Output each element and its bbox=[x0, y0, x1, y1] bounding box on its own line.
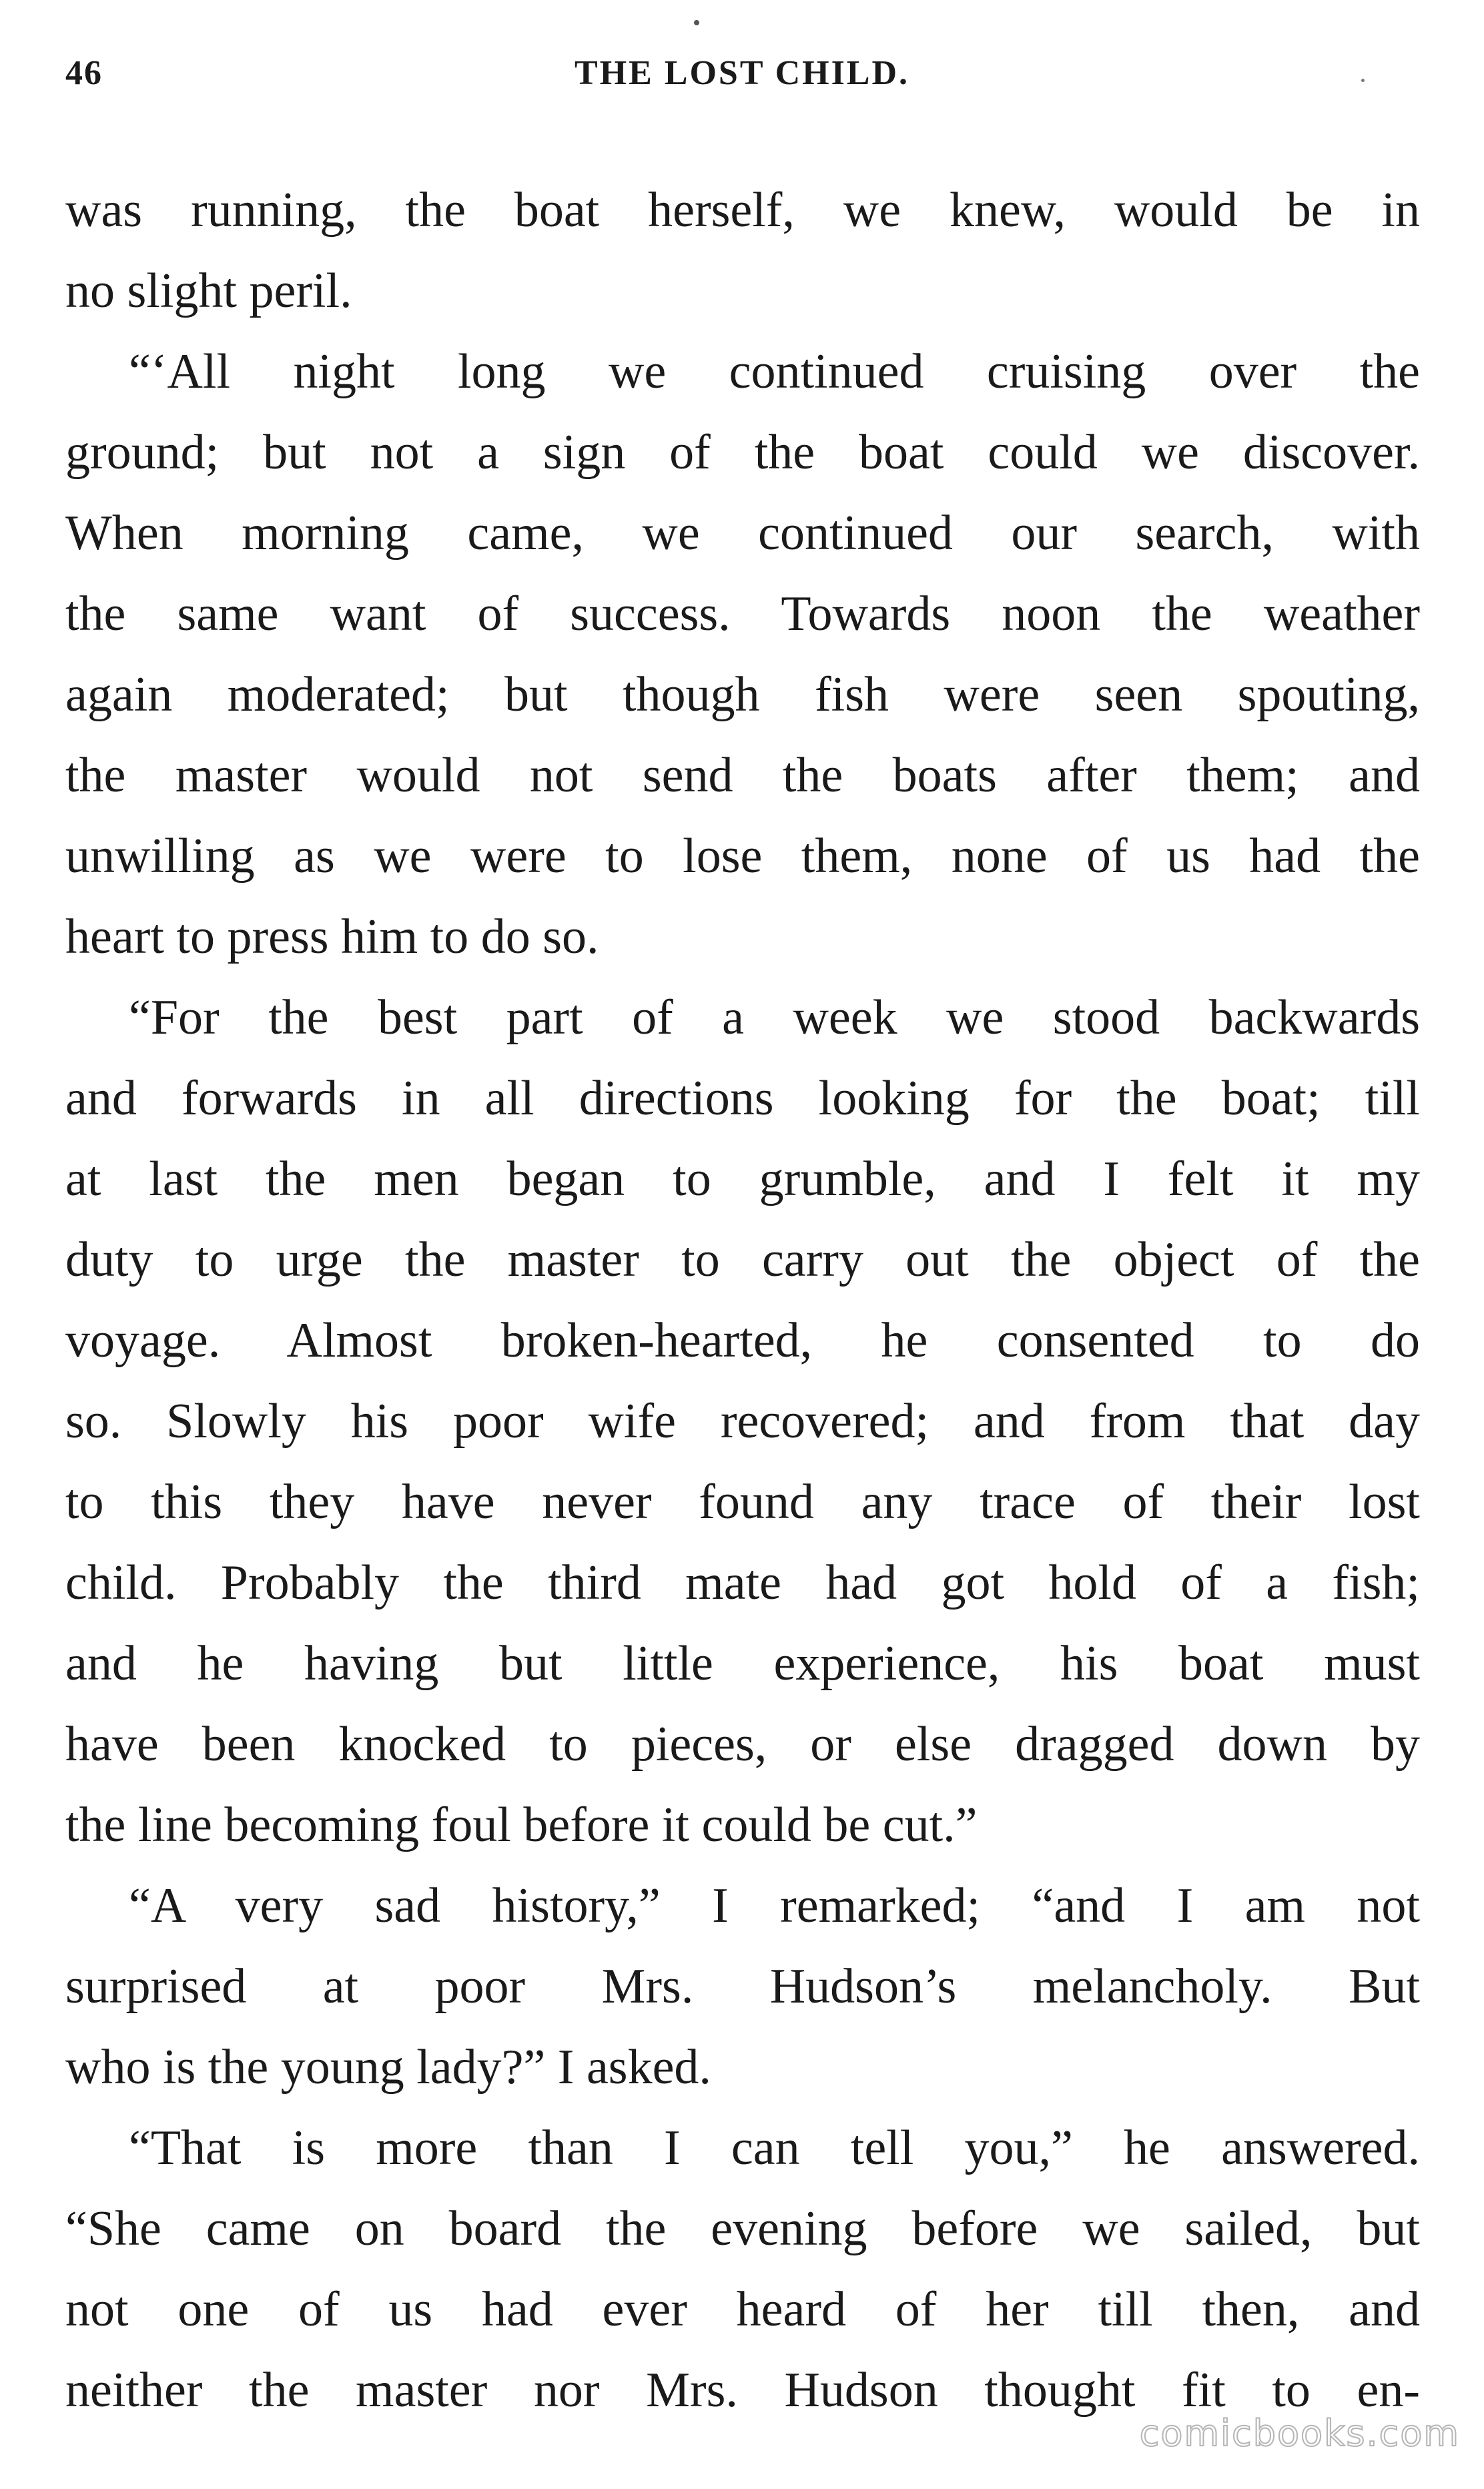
text-line: the master would not send the boats after them; and bbox=[65, 748, 1420, 803]
text-line: no slight peril. bbox=[65, 264, 352, 318]
running-title: THE LOST CHILD. bbox=[574, 54, 910, 92]
text-line: and forwards in all directions looking for the boat; till bbox=[65, 1071, 1420, 1126]
text-line: who is the young lady?” I asked. bbox=[65, 2040, 711, 2095]
text-line: again moderated; but though fish were seen spouting, bbox=[65, 667, 1420, 722]
print-speck bbox=[694, 20, 699, 25]
text-line: duty to urge the master to carry out the object of the bbox=[65, 1232, 1420, 1287]
text-line: not one of us had ever heard of her till then, and bbox=[65, 2282, 1420, 2337]
text-line: at last the men began to grumble, and I felt it my bbox=[65, 1152, 1420, 1206]
text-line: When morning came, we continued our search, with bbox=[65, 506, 1420, 561]
text-line: to this they have never found any trace of their lost bbox=[65, 1475, 1420, 1529]
text-line: surprised at poor Mrs. Hudson’s melancholy. But bbox=[65, 1959, 1420, 2014]
text-line: have been knocked to pieces, or else dragged down by bbox=[65, 1717, 1420, 1772]
page-number: 46 bbox=[65, 54, 103, 92]
text-line: “A very sad history,” I remarked; “and I am not bbox=[129, 1878, 1420, 1933]
watermark: comicbooks.com bbox=[1139, 2412, 1460, 2454]
text-line: child. Probably the third mate had got hold of a fish; bbox=[65, 1555, 1420, 1610]
running-head bbox=[65, 53, 1419, 113]
text-line: voyage. Almost broken-hearted, he consented to do bbox=[65, 1313, 1420, 1368]
body-text bbox=[65, 170, 1420, 2431]
text-line: “For the best part of a week we stood backwards bbox=[129, 990, 1420, 1045]
text-line: the same want of success. Towards noon the weather bbox=[65, 587, 1420, 641]
text-line: the line becoming foul before it could be cut.” bbox=[65, 1798, 978, 1852]
text-line: “She came on board the evening before we sailed, but bbox=[65, 2201, 1420, 2256]
text-line: was running, the boat herself, we knew, would be in bbox=[65, 183, 1420, 238]
text-line: neither the master nor Mrs. Hudson thought fit to en- bbox=[65, 2363, 1420, 2418]
text-line: ground; but not a sign of the boat could we discover. bbox=[65, 425, 1420, 480]
text-line: “That is more than I can tell you,” he answered. bbox=[129, 2121, 1420, 2175]
text-line: so. Slowly his poor wife recovered; and from that day bbox=[65, 1394, 1420, 1449]
text-line: heart to press him to do so. bbox=[65, 910, 599, 964]
text-line: “‘All night long we continued cruising over the bbox=[129, 344, 1420, 399]
text-line: and he having but little experience, his boat must bbox=[65, 1636, 1420, 1691]
text-line: unwilling as we were to lose them, none of us had the bbox=[65, 829, 1420, 883]
